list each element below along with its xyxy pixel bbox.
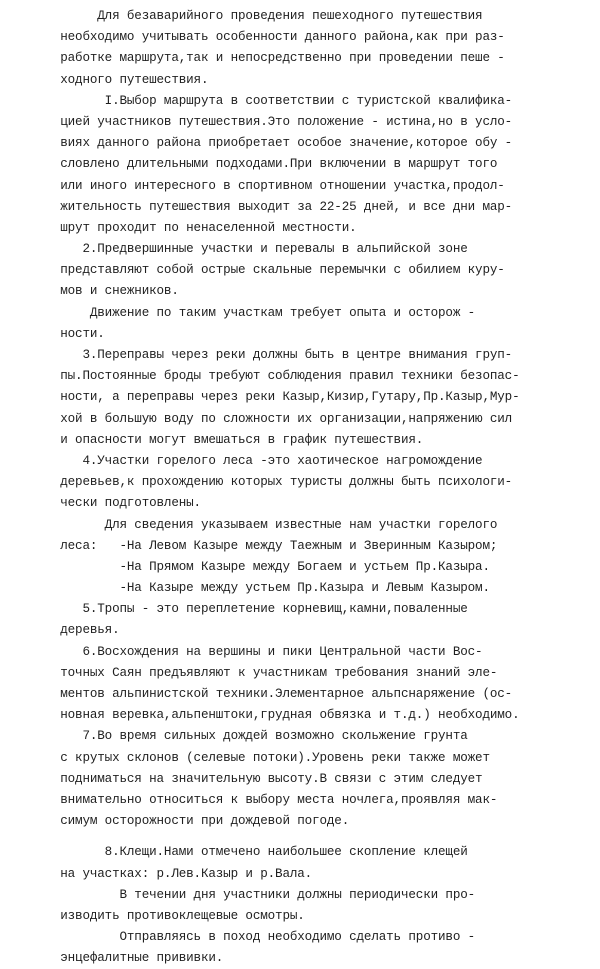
text-line: симум осторожности при дождевой погоде. xyxy=(38,814,350,829)
text-line: Для сведения указываем известные нам участки горелого xyxy=(38,517,498,532)
text-line: или иного интересного в спортивном отношении участка,продол- xyxy=(38,178,505,193)
text-line: новная веревка,альпенштоки,грудная обвязка и т.д.) необходимо. xyxy=(38,708,520,723)
text-line: В течении дня участники должны периодически про- xyxy=(38,887,476,902)
text-line: ности, а переправы через реки Казыр,Кизир,Гутару,Пр.Казыр,Мур- xyxy=(38,390,520,405)
text-line: чески подготовлены. xyxy=(38,496,201,511)
text-line: с крутых склонов (селевые потоки).Уровень реки также может xyxy=(38,750,490,765)
text-line: изводить противоклещевые осмотры. xyxy=(38,908,305,923)
text-line: виях данного района приобретает особое значение,которое обу - xyxy=(38,136,513,151)
text-line: 8.Клещи.Нами отмечено наибольшее скопление клещей xyxy=(38,845,468,860)
text-line: деревьев,к прохождению которых туристы должны быть психологи- xyxy=(38,475,513,490)
text-line: внимательно относиться к выбору места ночлега,проявляя мак- xyxy=(38,792,498,807)
text-line: 3.Переправы через реки должны быть в центре внимания груп- xyxy=(38,348,513,362)
text-line: 7.Во время сильных дождей возможно скольжение грунта xyxy=(38,729,468,744)
text-line: деревья. xyxy=(38,623,120,638)
text-line: Движение по таким участкам требует опыта и осторож - xyxy=(38,305,476,320)
paragraph-gap xyxy=(38,832,592,842)
text-line: -На Казыре между устьем Пр.Казыра и Левым Казыром. xyxy=(38,581,490,596)
text-line: I.Выбор маршрута в соответствии с туристской квалифика- xyxy=(38,93,513,108)
text-line: представляют собой острые скальные перемычки с обилием куру- xyxy=(38,263,505,278)
text-line: ментов альпинистской техники.Элементарное альпснаряжение (ос- xyxy=(38,687,513,701)
text-line: мов и снежников. xyxy=(38,284,179,299)
text-line: подниматься на значительную высоту.В связи с этим следует xyxy=(38,771,483,786)
text-line: энцефалитные прививки. xyxy=(38,951,224,966)
text-line: 4.Участки горелого леса -это хаотическое нагромождение xyxy=(38,453,483,468)
text-line: 2.Предвершинные участки и перевалы в альпийской зоне xyxy=(38,242,468,257)
text-line: цией участников путешествия.Это положение - истина,но в усло- xyxy=(38,114,513,129)
text-line: ходного путешествия. xyxy=(38,72,209,87)
text-line: Отправляясь в поход необходимо сделать противо - xyxy=(38,930,476,945)
text-line: 6.Восхождения на вершины и пики Центральной части Вос- xyxy=(38,644,483,659)
text-line: 5.Тропы - это переплетение корневищ,камни,поваленные xyxy=(38,602,468,617)
text-line: леса: -На Левом Казыре между Таежным и Зверинным Казыром; xyxy=(38,538,498,553)
text-line: хой в большую воду по сложности их организации,напряжению сил xyxy=(38,411,513,426)
text-line: -На Прямом Казыре между Богаем и устьем Пр.Казыра. xyxy=(38,559,490,574)
text-line: и опасности могут вмешаться в график путешествия. xyxy=(38,432,424,447)
text-line: необходимо учитывать особенности данного района,как при раз- xyxy=(38,30,505,45)
text-line: работке маршрута,так и непосредственно при проведении пеше - xyxy=(38,51,505,66)
text-line: словлено длительными подходами.При включении в маршрут того xyxy=(38,157,498,172)
text-line: шрут проходит по ненаселенной местности. xyxy=(38,220,357,235)
text-line: пы.Постоянные броды требуют соблюдения правил техники безопас- xyxy=(38,369,520,384)
text-line: жительность путешествия выходит за 22-25 дней, и все дни мар- xyxy=(38,199,513,214)
text-line: ности. xyxy=(38,326,105,341)
text-line: точных Саян предъявляют к участникам требования знаний эле- xyxy=(38,665,498,680)
text-line: на участках: р.Лев.Казыр и р.Вала. xyxy=(38,866,313,881)
text-line: Для безаварийного проведения пешеходного путешествия xyxy=(38,9,483,23)
